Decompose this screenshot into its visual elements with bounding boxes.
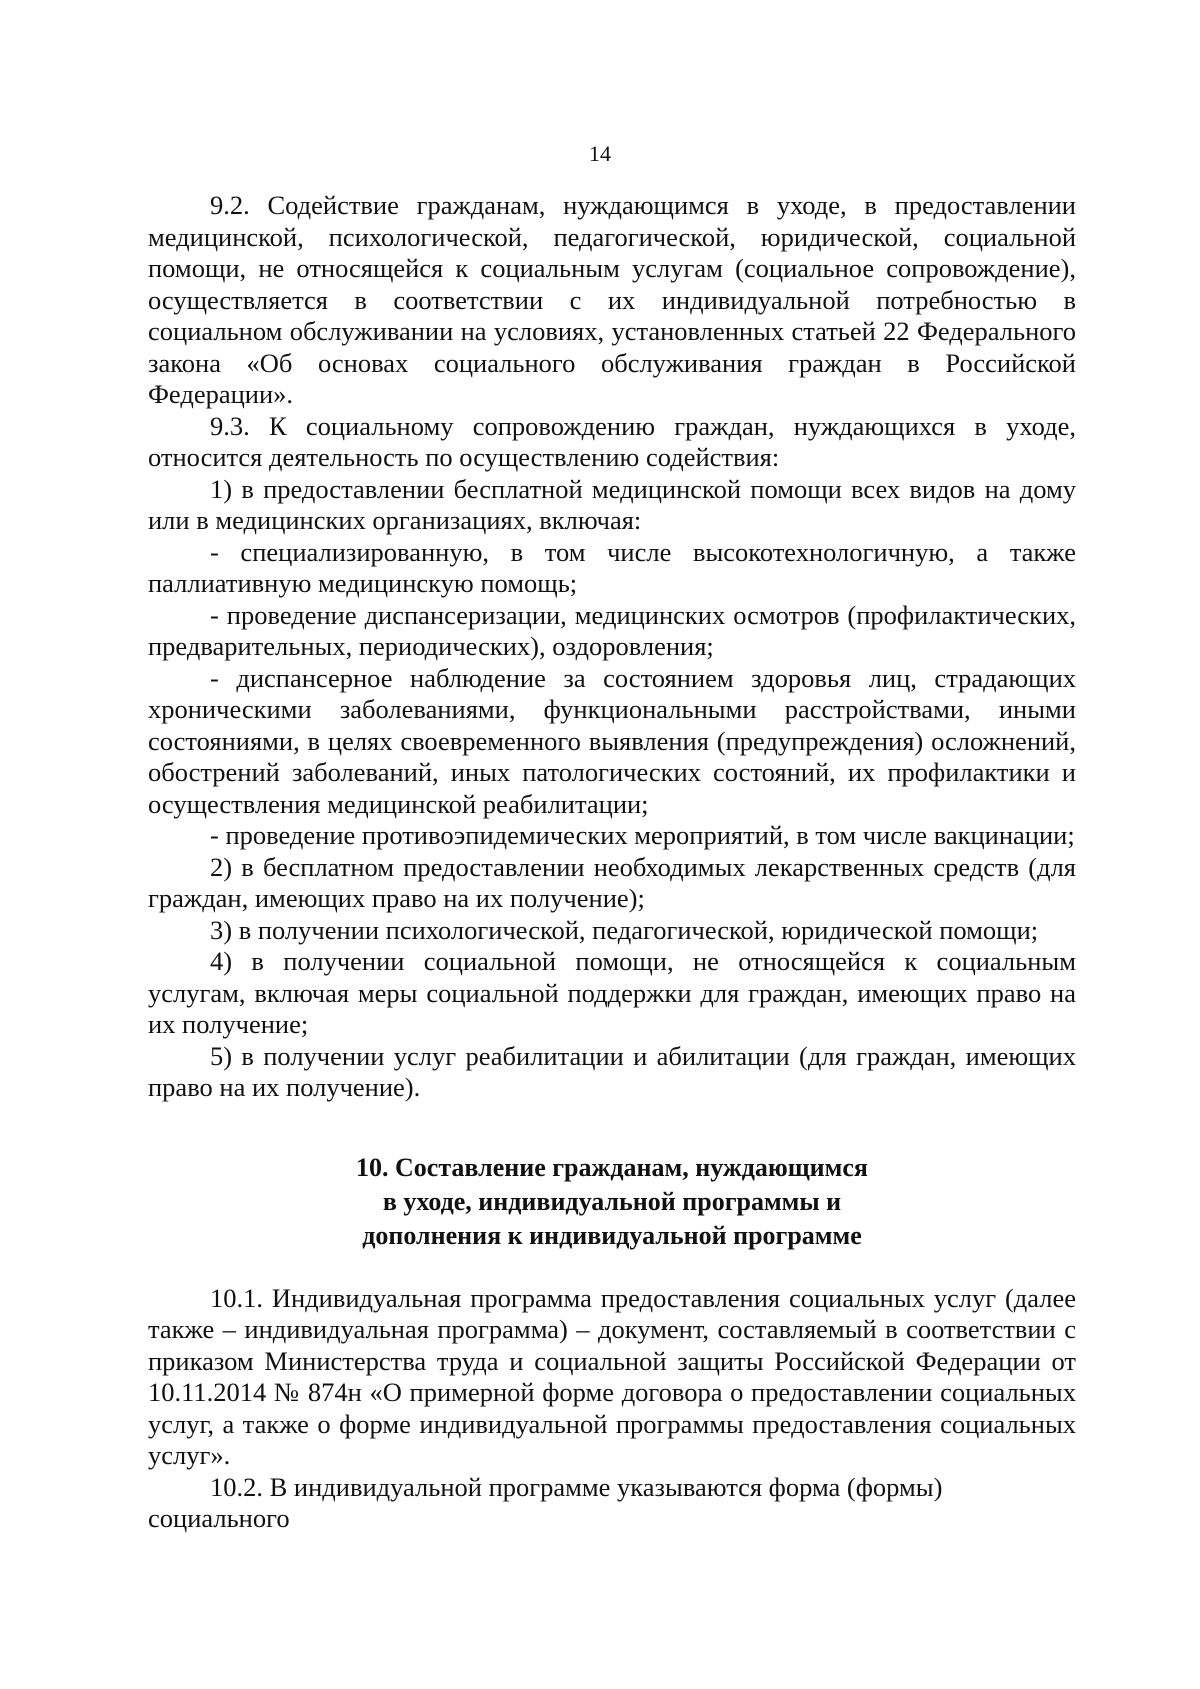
list-item-3: 3) в получении психологической, педагогической, юридической помощи; xyxy=(210,914,1039,945)
heading-line-3: дополнения к индивидуальной программе xyxy=(362,1220,862,1250)
paragraph-9-2: 9.2. Содействие гражданам, нуждающимся в уходе, в предоставлении медицинской, психологической, педагогической, юридической, социальной помощи, не относящейся к социальным услугам (социальное сопровождение), осуществляется в соответствии с их индивидуальной потребностью в социальном обслуживании на условиях, установленных статьей 22 Федерального закона «Об основах социального обслуживания граждан в Российской Федерации». xyxy=(148,190,1076,409)
heading-line-1: 10. Составление гражданам, нуждающимся xyxy=(356,1152,868,1182)
section-10-heading xyxy=(148,1151,1076,1253)
sub-item-vaccination: - проведение противоэпидемических мероприятий, в том числе вакцинации; xyxy=(210,820,1075,850)
list-item-2: 2) в бесплатном предоставлении необходимых лекарственных средств (для граждан, имеющих право на их получение); xyxy=(148,851,1076,913)
heading-line-2: в уходе, индивидуальной программы и xyxy=(382,1186,842,1216)
document-body xyxy=(148,190,1076,1535)
list-item-4: 4) в получении социальной помощи, не относящейся к социальным услугам, включая меры социальной поддержки для граждан, имеющих право на их получение; xyxy=(148,946,1076,1039)
paragraph-10-2: 10.2. В индивидуальной программе указываются форма (формы) социального xyxy=(148,1471,943,1533)
sub-item-specialized-care: - специализированную, в том числе высокотехнологичную, а также паллиативную медицинскую помощь; xyxy=(148,536,1076,598)
sub-item-dispensary-observation: - диспансерное наблюдение за состоянием здоровья лиц, страдающих хроническими заболеваниями, функциональными расстройствами, иными состояниями, в целях своевременного выявления (предупреждения) осложнений, обострений заболеваний, иных патологических состояний, их профилактики и осуществления медицинской реабилитации; xyxy=(148,662,1076,819)
list-item-5: 5) в получении услуг реабилитации и абилитации (для граждан, имеющих право на их получение). xyxy=(148,1040,1076,1102)
paragraph-9-3: 9.3. К социальному сопровождению граждан, нуждающихся в уходе, относится деятельность по осуществлению содействия: xyxy=(148,410,1076,472)
page-number: 14 xyxy=(589,141,611,166)
paragraph-10-1: 10.1. Индивидуальная программа предоставления социальных услуг (далее также – индивидуальная программа) – документ, составляемый в соответствии с приказом Министерства труда и социальной защиты Российской Федерации от 10.11.2014 № 874н «О примерной форме договора о предоставлении социальных услуг, а также о форме индивидуальной программы предоставления социальных услуг». xyxy=(148,1282,1076,1470)
sub-item-medical-examinations: - проведение диспансеризации, медицинских осмотров (профилактических, предварительных, периодических), оздоровления; xyxy=(148,599,1076,661)
list-item-1: 1) в предоставлении бесплатной медицинской помощи всех видов на дому или в медицинских организациях, включая: xyxy=(148,473,1076,535)
